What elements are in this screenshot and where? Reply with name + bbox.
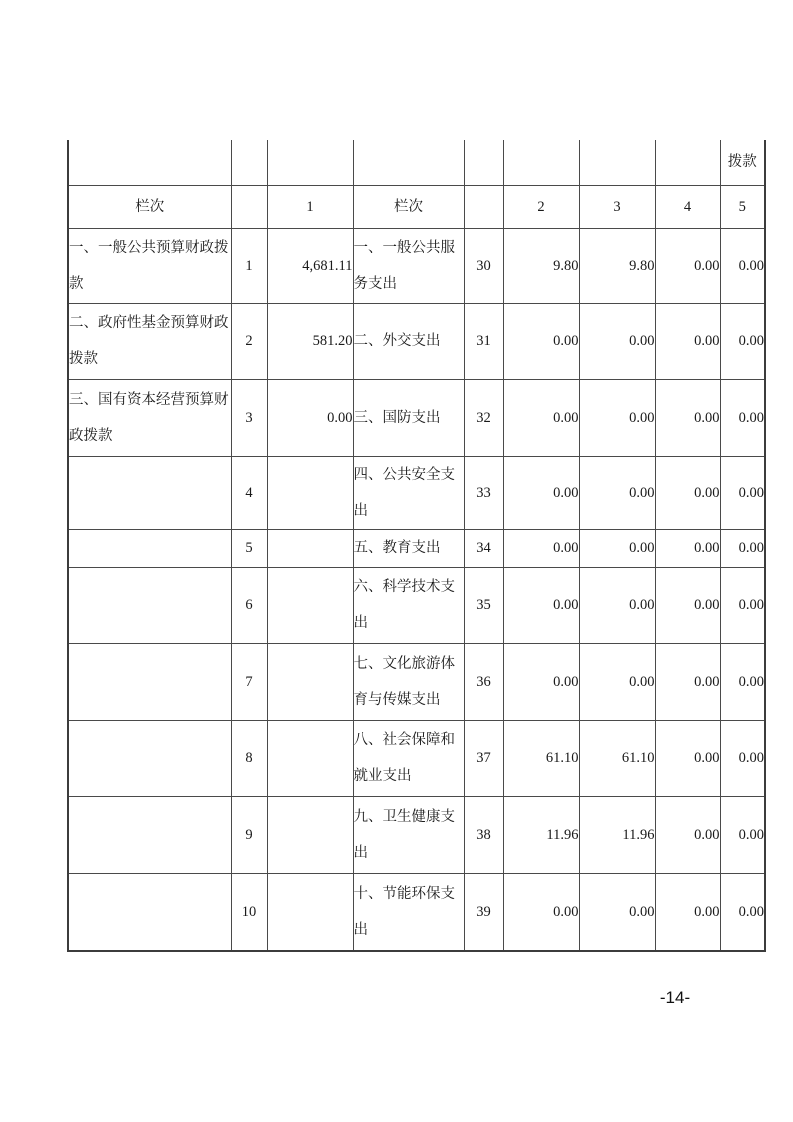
cell-col5-value: 0.00 <box>720 379 765 456</box>
cell-left-no: 1 <box>231 228 267 303</box>
cell-col5-value: 0.00 <box>720 643 765 720</box>
cell-col4-value: 0.00 <box>655 567 720 643</box>
cell-left-item <box>68 567 231 643</box>
cell-left-item: 二、政府性基金预算财政拨款 <box>68 303 231 379</box>
cell-right-item: 十、节能环保支出 <box>353 873 464 951</box>
cell-col3-value: 0.00 <box>579 643 655 720</box>
cell-right-no: 31 <box>464 303 503 379</box>
header-col3: 3 <box>579 185 655 228</box>
cell-col1-value <box>267 456 353 529</box>
cell-col4-value: 0.00 <box>655 643 720 720</box>
cell-left-item <box>68 873 231 951</box>
cell-right-item: 三、国防支出 <box>353 379 464 456</box>
cell-left-no: 3 <box>231 379 267 456</box>
header-col4: 4 <box>655 185 720 228</box>
carryover-cell <box>353 140 464 185</box>
header-left-item: 栏次 <box>68 185 231 228</box>
cell-col2-value: 0.00 <box>503 643 579 720</box>
cell-right-item: 一、一般公共服务支出 <box>353 228 464 303</box>
cell-right-item: 五、教育支出 <box>353 529 464 567</box>
cell-right-no: 37 <box>464 720 503 796</box>
cell-col2-value: 0.00 <box>503 873 579 951</box>
cell-col5-value: 0.00 <box>720 567 765 643</box>
table-row <box>68 643 765 720</box>
cell-col4-value: 0.00 <box>655 456 720 529</box>
cell-left-item: 一、一般公共预算财政拨款 <box>68 228 231 303</box>
cell-left-no: 8 <box>231 720 267 796</box>
cell-right-item: 六、科学技术支出 <box>353 567 464 643</box>
page-number: -14- <box>659 988 691 1007</box>
cell-right-no: 34 <box>464 529 503 567</box>
cell-left-no: 2 <box>231 303 267 379</box>
carryover-grant-label: 拨款 <box>720 140 765 185</box>
cell-col1-value <box>267 643 353 720</box>
cell-col1-value <box>267 529 353 567</box>
cell-col5-value: 0.00 <box>720 873 765 951</box>
cell-left-no: 4 <box>231 456 267 529</box>
cell-left-item: 三、国有资本经营预算财政拨款 <box>68 379 231 456</box>
table-row <box>68 303 765 379</box>
table-row <box>68 720 765 796</box>
cell-col4-value: 0.00 <box>655 796 720 873</box>
cell-col4-value: 0.00 <box>655 379 720 456</box>
cell-left-item <box>68 720 231 796</box>
cell-col1-value <box>267 720 353 796</box>
header-left-no <box>231 185 267 228</box>
cell-left-item <box>68 796 231 873</box>
table-row <box>68 379 765 456</box>
cell-col3-value: 0.00 <box>579 873 655 951</box>
carryover-cell <box>655 140 720 185</box>
cell-left-item <box>68 456 231 529</box>
cell-right-item: 八、社会保障和就业支出 <box>353 720 464 796</box>
fiscal-grant-table <box>67 140 766 952</box>
cell-right-item: 九、卫生健康支出 <box>353 796 464 873</box>
cell-col2-value: 0.00 <box>503 456 579 529</box>
carryover-cell <box>579 140 655 185</box>
cell-right-no: 36 <box>464 643 503 720</box>
carryover-cell <box>68 140 231 185</box>
cell-left-no: 5 <box>231 529 267 567</box>
cell-left-no: 10 <box>231 873 267 951</box>
table-row <box>68 456 765 529</box>
cell-right-no: 30 <box>464 228 503 303</box>
cell-col2-value: 0.00 <box>503 567 579 643</box>
table-row <box>68 873 765 951</box>
cell-col2-value: 0.00 <box>503 529 579 567</box>
cell-col1-value: 4,681.11 <box>267 228 353 303</box>
header-right-item: 栏次 <box>353 185 464 228</box>
cell-col5-value: 0.00 <box>720 303 765 379</box>
header-col1: 1 <box>267 185 353 228</box>
cell-col3-value: 0.00 <box>579 529 655 567</box>
header-col5: 5 <box>720 185 765 228</box>
table-row-carryover <box>68 140 765 185</box>
cell-left-no: 7 <box>231 643 267 720</box>
cell-right-no: 39 <box>464 873 503 951</box>
cell-col2-value: 9.80 <box>503 228 579 303</box>
cell-col4-value: 0.00 <box>655 228 720 303</box>
cell-col5-value: 0.00 <box>720 529 765 567</box>
cell-right-no: 38 <box>464 796 503 873</box>
cell-col4-value: 0.00 <box>655 873 720 951</box>
cell-col2-value: 61.10 <box>503 720 579 796</box>
cell-col1-value <box>267 796 353 873</box>
cell-col2-value: 0.00 <box>503 303 579 379</box>
cell-col3-value: 11.96 <box>579 796 655 873</box>
carryover-cell <box>464 140 503 185</box>
cell-right-no: 33 <box>464 456 503 529</box>
cell-right-no: 32 <box>464 379 503 456</box>
cell-col3-value: 0.00 <box>579 303 655 379</box>
cell-col3-value: 0.00 <box>579 379 655 456</box>
cell-col3-value: 9.80 <box>579 228 655 303</box>
cell-col4-value: 0.00 <box>655 303 720 379</box>
table-row <box>68 567 765 643</box>
cell-right-item: 二、外交支出 <box>353 303 464 379</box>
cell-right-no: 35 <box>464 567 503 643</box>
cell-right-item: 七、文化旅游体育与传媒支出 <box>353 643 464 720</box>
table-header-row <box>68 185 765 228</box>
carryover-cell <box>231 140 267 185</box>
cell-left-item <box>68 529 231 567</box>
cell-left-no: 6 <box>231 567 267 643</box>
cell-col3-value: 0.00 <box>579 567 655 643</box>
carryover-cell <box>503 140 579 185</box>
cell-col1-value: 0.00 <box>267 379 353 456</box>
cell-right-item: 四、公共安全支出 <box>353 456 464 529</box>
table-row <box>68 529 765 567</box>
cell-col1-value <box>267 567 353 643</box>
cell-col3-value: 0.00 <box>579 456 655 529</box>
cell-col5-value: 0.00 <box>720 720 765 796</box>
cell-col5-value: 0.00 <box>720 796 765 873</box>
cell-col4-value: 0.00 <box>655 720 720 796</box>
carryover-cell <box>267 140 353 185</box>
cell-col4-value: 0.00 <box>655 529 720 567</box>
cell-left-no: 9 <box>231 796 267 873</box>
cell-col2-value: 11.96 <box>503 796 579 873</box>
cell-col5-value: 0.00 <box>720 456 765 529</box>
cell-col3-value: 61.10 <box>579 720 655 796</box>
header-right-no <box>464 185 503 228</box>
table-row <box>68 796 765 873</box>
table-row <box>68 228 765 303</box>
cell-left-item <box>68 643 231 720</box>
cell-col5-value: 0.00 <box>720 228 765 303</box>
header-col2: 2 <box>503 185 579 228</box>
cell-col1-value <box>267 873 353 951</box>
cell-col1-value: 581.20 <box>267 303 353 379</box>
cell-col2-value: 0.00 <box>503 379 579 456</box>
